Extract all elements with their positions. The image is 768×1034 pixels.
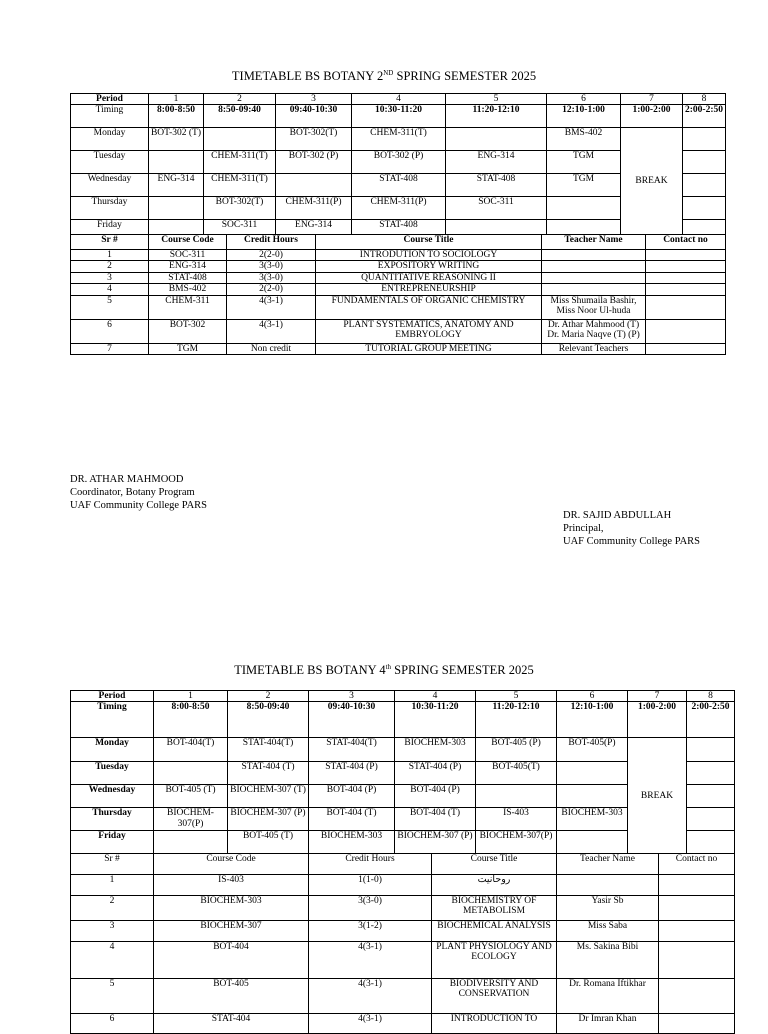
period-number: 5 xyxy=(476,691,557,702)
course-title: QUANTITATIVE REASONING II xyxy=(316,272,542,283)
course-header-credit: Credit Hours xyxy=(309,854,432,875)
class-cell xyxy=(149,197,204,220)
course-code: CHEM-311 xyxy=(149,295,227,319)
class-cell: BIOCHEM-303 xyxy=(309,831,395,854)
class-cell: STAT-408 xyxy=(352,174,446,197)
class-cell: STAT-404(T) xyxy=(228,738,309,762)
class-cell: BOT-404(T) xyxy=(154,738,228,762)
timetable-1-title xyxy=(0,69,768,84)
period-number: 8 xyxy=(687,691,735,702)
table-row xyxy=(71,921,735,942)
course-contact xyxy=(646,343,726,354)
timing-cell: 12:10-1:00 xyxy=(557,702,628,738)
course-code: BMS-402 xyxy=(149,284,227,295)
class-cell xyxy=(204,128,276,151)
class-cell: BOT-405(T) xyxy=(476,762,557,785)
class-cell: CHEM-311(P) xyxy=(276,197,352,220)
course-sr: 3 xyxy=(71,272,149,283)
course-title: INTRODUTION TO SOCIOLOGY xyxy=(316,250,542,261)
table-row xyxy=(71,896,735,921)
class-cell: BOT-405 (T) xyxy=(154,785,228,808)
class-cell xyxy=(557,831,628,854)
period-label: Period xyxy=(71,691,154,702)
timing-cell: 8:50-09:40 xyxy=(228,702,309,738)
course-code: STAT-408 xyxy=(149,272,227,283)
course-sr: 1 xyxy=(71,250,149,261)
timetable-1-schedule xyxy=(70,93,726,235)
class-cell xyxy=(683,128,726,151)
class-cell: BOT-405 (P) xyxy=(476,738,557,762)
class-cell: BIOCHEM-303 xyxy=(557,808,628,831)
course-contact xyxy=(659,979,735,1014)
course-code: TGM xyxy=(149,343,227,354)
course-contact xyxy=(659,921,735,942)
course-title: INTRODUCTION TO xyxy=(432,1014,557,1034)
period-number: 2 xyxy=(228,691,309,702)
class-cell xyxy=(154,831,228,854)
course-header-teacher: Teacher Name xyxy=(557,854,659,875)
course-teacher: Dr. Athar Mahmood (T) Dr. Maria Naqve (T) (P) xyxy=(542,319,646,343)
break-cell: BREAK xyxy=(628,738,687,854)
course-teacher: Miss Shumaila Bashir, Miss Noor Ul-huda xyxy=(542,295,646,319)
course-title: FUNDAMENTALS OF ORGANIC CHEMISTRY xyxy=(316,295,542,319)
timing-cell: 11:20-12:10 xyxy=(446,105,547,128)
course-sr: 3 xyxy=(71,921,154,942)
class-cell xyxy=(683,151,726,174)
table-row xyxy=(71,272,726,283)
course-teacher xyxy=(542,272,646,283)
class-cell: CHEM-311(P) xyxy=(352,197,446,220)
course-teacher xyxy=(542,284,646,295)
class-cell xyxy=(683,197,726,220)
course-teacher: Miss Saba xyxy=(557,921,659,942)
course-contact xyxy=(646,284,726,295)
timing-cell: 8:00-8:50 xyxy=(149,105,204,128)
class-cell xyxy=(276,174,352,197)
course-header-code: Course Code xyxy=(154,854,309,875)
signature-coordinator xyxy=(70,473,207,512)
class-cell: STAT-404 (P) xyxy=(309,762,395,785)
class-cell: BOT-404 (P) xyxy=(309,785,395,808)
table-row xyxy=(71,942,735,979)
timetable-1-title-post: SPRING SEMESTER 2025 xyxy=(393,69,537,84)
course-credit: 4(3-1) xyxy=(227,295,316,319)
class-cell xyxy=(687,831,735,854)
timing-cell: 1:00-2:00 xyxy=(621,105,683,128)
course-header-teacher: Teacher Name xyxy=(542,235,646,250)
class-cell: STAT-408 xyxy=(352,220,446,235)
course-header-contact: Contact no xyxy=(659,854,735,875)
class-cell xyxy=(547,197,621,220)
course-teacher xyxy=(542,250,646,261)
course-sr: 5 xyxy=(71,295,149,319)
signatory-name: DR. ATHAR MAHMOOD xyxy=(70,474,184,485)
course-credit: 4(3-1) xyxy=(309,942,432,979)
day-label: Wednesday xyxy=(71,785,154,808)
course-credit: 2(2-0) xyxy=(227,250,316,261)
day-label: Wednesday xyxy=(71,174,149,197)
course-credit: 1(1-0) xyxy=(309,875,432,896)
course-header-sr: Sr # xyxy=(71,235,149,250)
course-title: BIODIVERSITY AND CONSERVATION xyxy=(432,979,557,1014)
day-label: Friday xyxy=(71,831,154,854)
signatory-name: DR. SAJID ABDULLAH xyxy=(563,510,672,521)
course-credit: 3(3-0) xyxy=(227,272,316,283)
class-cell xyxy=(687,762,735,785)
course-contact xyxy=(646,250,726,261)
signatory-org: UAF Community College PARS xyxy=(563,536,701,548)
class-cell: BMS-402 xyxy=(547,128,621,151)
class-cell xyxy=(547,220,621,235)
period-number: 3 xyxy=(276,94,352,105)
course-code: BOT-302 xyxy=(149,319,227,343)
course-title: EXPOSITORY WRITING xyxy=(316,261,542,272)
table-row xyxy=(71,979,735,1014)
signature-principal xyxy=(563,509,700,548)
table-row xyxy=(71,261,726,272)
day-label: Monday xyxy=(71,738,154,762)
course-teacher: Yasir Sb xyxy=(557,896,659,921)
timing-cell: 10:30-11:20 xyxy=(352,105,446,128)
class-cell: BOT-302 (P) xyxy=(276,151,352,174)
course-contact xyxy=(646,261,726,272)
table-row xyxy=(71,343,726,354)
timing-label: Timing xyxy=(71,105,149,128)
class-cell xyxy=(687,785,735,808)
class-cell: BIOCHEM-307(P) xyxy=(476,831,557,854)
day-label: Friday xyxy=(71,220,149,235)
class-cell: STAT-404 (T) xyxy=(228,762,309,785)
course-code: BIOCHEM-307 xyxy=(154,921,309,942)
class-cell xyxy=(476,785,557,808)
course-header-contact: Contact no xyxy=(646,235,726,250)
course-credit: 3(1-2) xyxy=(309,921,432,942)
timetable-1-title-pre: TIMETABLE BS BOTANY 2 xyxy=(231,69,384,84)
course-credit: 4(3-1) xyxy=(227,319,316,343)
course-teacher xyxy=(557,875,659,896)
timetable-2-title-post: SPRING SEMESTER 2025 xyxy=(391,663,534,678)
course-contact xyxy=(659,896,735,921)
class-cell: STAT-404 (P) xyxy=(395,762,476,785)
class-cell: SOC-311 xyxy=(446,197,547,220)
timing-cell: 09:40-10:30 xyxy=(309,702,395,738)
timetable-1-courses xyxy=(70,234,726,355)
course-code: BIOCHEM-303 xyxy=(154,896,309,921)
course-teacher xyxy=(542,261,646,272)
course-sr: 4 xyxy=(71,942,154,979)
period-number: 4 xyxy=(352,94,446,105)
course-sr: 2 xyxy=(71,896,154,921)
class-cell: ENG-314 xyxy=(149,174,204,197)
class-cell: BOT-404 (T) xyxy=(309,808,395,831)
course-header-code: Course Code xyxy=(149,235,227,250)
course-title: TUTORIAL GROUP MEETING xyxy=(316,343,542,354)
class-cell: BIOCHEM-307 (T) xyxy=(228,785,309,808)
signatory-title: Coordinator, Botany Program xyxy=(70,487,195,499)
course-code: BOT-404 xyxy=(154,942,309,979)
timing-cell: 12:10-1:00 xyxy=(547,105,621,128)
course-code: STAT-404 xyxy=(154,1014,309,1034)
class-cell: BIOCHEM-307 (P) xyxy=(395,831,476,854)
class-cell: BOT-302(T) xyxy=(204,197,276,220)
course-contact xyxy=(659,875,735,896)
period-number: 7 xyxy=(621,94,683,105)
class-cell: IS-403 xyxy=(476,808,557,831)
table-row xyxy=(71,319,726,343)
period-label: Period xyxy=(71,94,149,105)
course-sr: 2 xyxy=(71,261,149,272)
break-cell: BREAK xyxy=(621,128,683,235)
timetable-2-courses xyxy=(70,853,735,1034)
course-header-title: Course Title xyxy=(316,235,542,250)
course-sr: 5 xyxy=(71,979,154,1014)
timing-cell: 2:00-2:50 xyxy=(687,702,735,738)
class-cell xyxy=(446,220,547,235)
course-credit: 4(3-1) xyxy=(309,979,432,1014)
class-cell: CHEM-311(T) xyxy=(204,174,276,197)
class-cell: ENG-314 xyxy=(446,151,547,174)
course-sr: 1 xyxy=(71,875,154,896)
timing-label: Timing xyxy=(71,702,154,738)
class-cell: BIOCHEM-303 xyxy=(395,738,476,762)
course-contact xyxy=(659,942,735,979)
period-number: 6 xyxy=(557,691,628,702)
class-cell xyxy=(557,785,628,808)
class-cell: BIOCHEM-307 (P) xyxy=(228,808,309,831)
class-cell xyxy=(683,174,726,197)
course-credit: 3(3-0) xyxy=(309,896,432,921)
table-row xyxy=(71,875,735,896)
class-cell: STAT-404(T) xyxy=(309,738,395,762)
course-teacher: Ms. Sakina Bibi xyxy=(557,942,659,979)
course-title: BIOCHEMISTRY OF METABOLISM xyxy=(432,896,557,921)
period-number: 5 xyxy=(446,94,547,105)
course-teacher: Relevant Teachers xyxy=(542,343,646,354)
day-label: Monday xyxy=(71,128,149,151)
class-cell xyxy=(687,738,735,762)
timing-cell: 10:30-11:20 xyxy=(395,702,476,738)
timetable-2-title-pre: TIMETABLE BS BOTANY 4 xyxy=(234,663,386,678)
class-cell: BOT-302(T) xyxy=(276,128,352,151)
class-cell xyxy=(446,128,547,151)
period-number: 8 xyxy=(683,94,726,105)
day-label: Tuesday xyxy=(71,151,149,174)
class-cell xyxy=(557,762,628,785)
course-title: PLANT SYSTEMATICS, ANATOMY AND EMBRYOLOGY xyxy=(316,319,542,343)
timing-cell: 1:00-2:00 xyxy=(628,702,687,738)
period-number: 6 xyxy=(547,94,621,105)
class-cell xyxy=(149,151,204,174)
class-cell xyxy=(687,808,735,831)
timing-cell: 2:00-2:50 xyxy=(683,105,726,128)
class-cell: CHEM-311(T) xyxy=(352,128,446,151)
day-label: Thursday xyxy=(71,197,149,220)
class-cell xyxy=(683,220,726,235)
course-teacher: Dr. Romana Iftikhar xyxy=(557,979,659,1014)
signatory-org: UAF Community College PARS xyxy=(70,500,208,512)
period-number: 4 xyxy=(395,691,476,702)
course-title: ENTREPRENEURSHIP xyxy=(316,284,542,295)
course-contact xyxy=(646,272,726,283)
period-number: 2 xyxy=(204,94,276,105)
period-number: 1 xyxy=(149,94,204,105)
class-cell: BOT-302 (P) xyxy=(352,151,446,174)
class-cell: BOT-404 (P) xyxy=(395,785,476,808)
course-credit: 2(2-0) xyxy=(227,284,316,295)
class-cell: BOT-405 (T) xyxy=(228,831,309,854)
course-code: IS-403 xyxy=(154,875,309,896)
signatory-title: Principal, xyxy=(563,523,604,535)
course-code: SOC-311 xyxy=(149,250,227,261)
class-cell: SOC-311 xyxy=(204,220,276,235)
class-cell: BIOCHEM-307(P) xyxy=(154,808,228,831)
timetable-2-title xyxy=(0,663,768,678)
class-cell xyxy=(154,762,228,785)
course-title: PLANT PHYSIOLOGY AND ECOLOGY xyxy=(432,942,557,979)
course-code: ENG-314 xyxy=(149,261,227,272)
table-row xyxy=(71,250,726,261)
class-cell: ENG-314 xyxy=(276,220,352,235)
course-title: روحانیت xyxy=(432,875,557,896)
class-cell xyxy=(149,220,204,235)
class-cell: BOT-405(P) xyxy=(557,738,628,762)
course-teacher: Dr Imran Khan xyxy=(557,1014,659,1034)
period-number: 7 xyxy=(628,691,687,702)
course-sr: 4 xyxy=(71,284,149,295)
course-sr: 6 xyxy=(71,1014,154,1034)
class-cell: TGM xyxy=(547,151,621,174)
timetable-1-title-sup: ND xyxy=(383,69,394,77)
course-credit: 4(3-1) xyxy=(309,1014,432,1034)
course-title: BIOCHEMICAL ANALYSIS xyxy=(432,921,557,942)
timing-cell: 8:00-8:50 xyxy=(154,702,228,738)
course-credit: Non credit xyxy=(227,343,316,354)
day-label: Tuesday xyxy=(71,762,154,785)
course-sr: 6 xyxy=(71,319,149,343)
course-credit: 3(3-0) xyxy=(227,261,316,272)
timing-cell: 09:40-10:30 xyxy=(276,105,352,128)
course-header-credit: Credit Hours xyxy=(227,235,316,250)
day-label: Thursday xyxy=(71,808,154,831)
table-row xyxy=(71,284,726,295)
course-header-title: Course Title xyxy=(432,854,557,875)
timetable-2-schedule xyxy=(70,690,735,854)
course-contact xyxy=(646,319,726,343)
course-header-sr: Sr # xyxy=(71,854,154,875)
timing-cell: 11:20-12:10 xyxy=(476,702,557,738)
class-cell: CHEM-311(T) xyxy=(204,151,276,174)
class-cell: STAT-408 xyxy=(446,174,547,197)
period-number: 1 xyxy=(154,691,228,702)
course-code: BOT-405 xyxy=(154,979,309,1014)
table-row xyxy=(71,295,726,319)
course-contact xyxy=(646,295,726,319)
timing-cell: 8:50-09:40 xyxy=(204,105,276,128)
class-cell: BOT-302 (T) xyxy=(149,128,204,151)
timetable-2-title-sup: th xyxy=(385,663,392,671)
course-sr: 7 xyxy=(71,343,149,354)
class-cell: BOT-404 (T) xyxy=(395,808,476,831)
period-number: 3 xyxy=(309,691,395,702)
class-cell: TGM xyxy=(547,174,621,197)
